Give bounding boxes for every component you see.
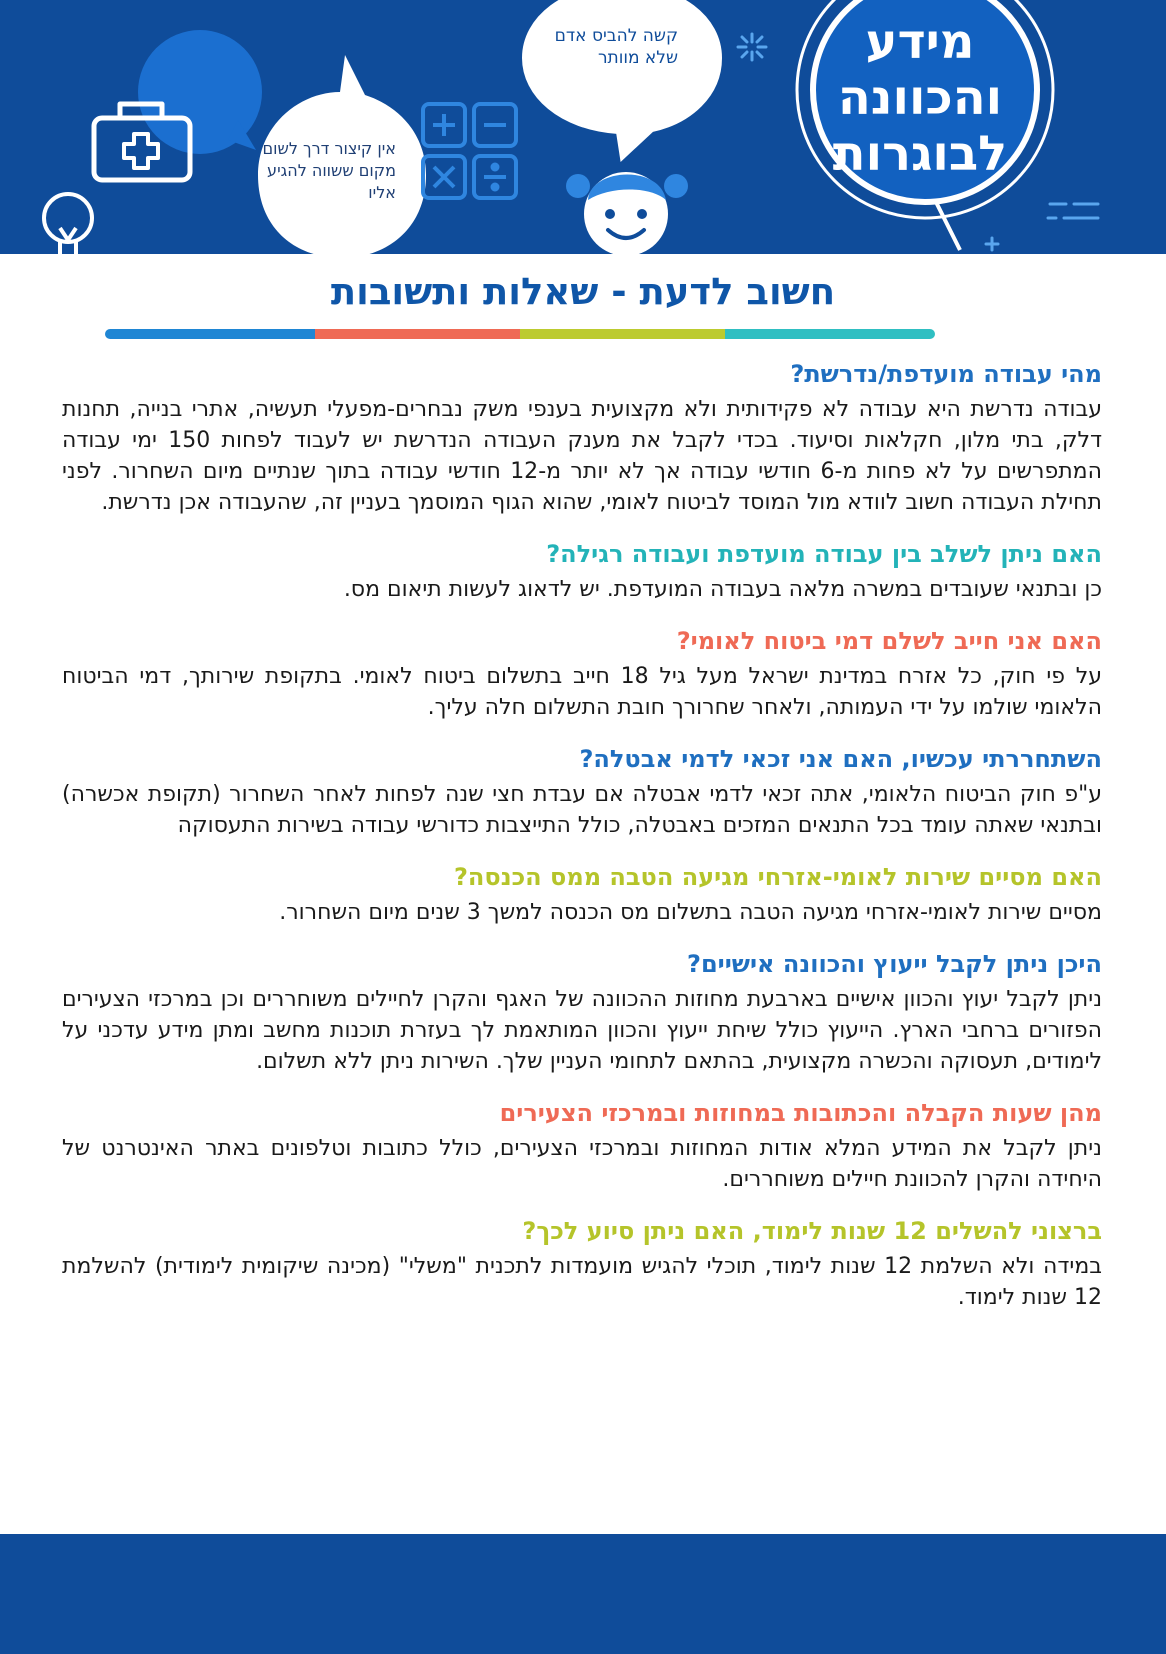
- sparkle-icon: [738, 34, 766, 60]
- lightbulb-icon: [44, 194, 92, 254]
- faq-question: השתחררתי עכשיו, האם אני זכאי לדמי אבטלה?: [579, 745, 1102, 773]
- faq-item: [62, 358, 1102, 518]
- logo-line: והכוונה: [837, 70, 1003, 126]
- faq-answer: על פי חוק, כל אזרח במדינת ישראל מעל גיל 18 חייב בתשלום ביטוח לאומי. בתקופת שירותך, דמי הביטוח הלאומי שולמו על ידי העמותה, ולאחר שחרורך חובת התשלום חלה עליך.: [62, 664, 1102, 720]
- faq-list: [62, 358, 1102, 1333]
- logo-title: [820, 14, 1020, 182]
- faq-item: [62, 625, 1102, 723]
- faq-answer: כן ובתנאי שעובדים במשרה מלאה בעבודה המועדפת. יש לדאוג לעשות תיאום מס.: [343, 577, 1102, 602]
- logo-line: מידע: [865, 14, 975, 70]
- faq-item: [62, 538, 1102, 605]
- faq-question: האם אני חייב לשלם דמי ביטוח לאומי?: [676, 627, 1102, 655]
- faq-question: מהי עבודה מועדפת/נדרשת?: [790, 360, 1102, 388]
- faq-item: [62, 1215, 1102, 1313]
- bar-segment: [105, 329, 315, 339]
- faq-item: [62, 861, 1102, 928]
- faq-item: [62, 948, 1102, 1077]
- faq-answer: ע"פ חוק הביטוח הלאומי, אתה זכאי לדמי אבטלה אם עבדת חצי שנה לפחות לאחר השחרור (תקופת אכשרה) ובתנאי שאתה עומד בכל התנאים המזכים באבטלה, כולל התייצבות כדורשי עבודה בשירות התעסוקה: [62, 782, 1102, 838]
- girl-face-icon: [566, 172, 688, 254]
- faq-question: היכן ניתן לקבל ייעוץ והכוונה אישיים?: [687, 950, 1102, 978]
- title-underline-bar: [105, 329, 935, 339]
- bar-segment: [315, 329, 520, 339]
- header-banner: [0, 0, 1166, 254]
- bubble-quote-left: אין קיצור דרך לשום מקום ששווה להגיע אליו: [262, 139, 396, 202]
- footer-band: [0, 1534, 1166, 1654]
- page-title: חשוב לדעת - שאלות ותשובות: [330, 270, 836, 313]
- faq-question: האם ניתן לשלב בין עבודה מועדפת ועבודה רגילה?: [546, 540, 1102, 568]
- faq-question: ברצוני להשלים 12 שנות לימוד, האם ניתן סיוע לכך?: [522, 1217, 1102, 1245]
- decor-dashes: [986, 204, 1098, 250]
- faq-answer: במידה ולא השלמת 12 שנות לימוד, תוכלי להגיש מועמדות לתכנית "משלי" (מכינה שיקומית לימודית) להשלמת 12 שנות לימוד.: [62, 1254, 1102, 1310]
- bubble-quote-right: קשה להביס אדם שלא מוותר: [554, 26, 678, 68]
- faq-item: [62, 743, 1102, 841]
- faq-question: האם מסיים שירות לאומי-אזרחי מגיעה הטבה ממס הכנסה?: [453, 863, 1102, 891]
- bar-segment: [725, 329, 935, 339]
- faq-answer: מסיים שירות לאומי-אזרחי מגיעה הטבה בתשלום מס הכנסה למשך 3 שנים מיום השחרור.: [279, 900, 1102, 925]
- faq-answer: ניתן לקבל יעוץ והכוון אישיים בארבעת מחוזות ההכוונה של האגף והקרן לחיילים משוחררים וכן במרכזי הצעירים הפזורים ברחבי הארץ. הייעוץ כולל שיחת ייעוץ והכוון המותאמת לך בעזרת תוכנות מחשב ומתן מידע עדכני על לימודים, תעסוקה והכשרה מקצועית, בהתאם לתחומי העניין שלך. השירות ניתן ללא תשלום.: [62, 987, 1102, 1074]
- speech-bubble-right: [524, 0, 720, 158]
- faq-answer: עבודה נדרשת היא עבודה לא פקידותית ולא מקצועית בענפי משק נבחרים-מפעלי תעשיה, אתרי בנייה, תחנות דלק, בתי מלון, חקלאות וסיעוד. בכדי לקבל את מענק העבודה הנדרשת יש לעבוד לפחות 150 ימי עבודה המתפרשים על לא פחות מ-6 חודשי עבודה אך לא יותר מ-12 חודשי עבודה בתוך שנתיים מיום השחרור. לפני תחילת העבודה חשוב לוודא מול המוסד לביטוח לאומי, שהוא הגוף המוסמך בעניין זה, שהעבודה אכן נדרשת.: [62, 397, 1103, 515]
- logo-line: לבוגרות: [832, 126, 1008, 182]
- faq-item: [62, 1097, 1102, 1195]
- faq-question: מהן שעות הקבלה והכתובות במחוזות ובמרכזי הצעירים: [499, 1099, 1102, 1127]
- bar-segment: [520, 329, 725, 339]
- faq-answer: ניתן לקבל את המידע המלא אודות המחוזות ובמרכזי הצעירים, כולל כתובות וטלפונים באתר האינטרנט של היחידה והקרן להכוונת חיילים משוחררים.: [62, 1136, 1102, 1192]
- calculator-icon: [423, 104, 516, 198]
